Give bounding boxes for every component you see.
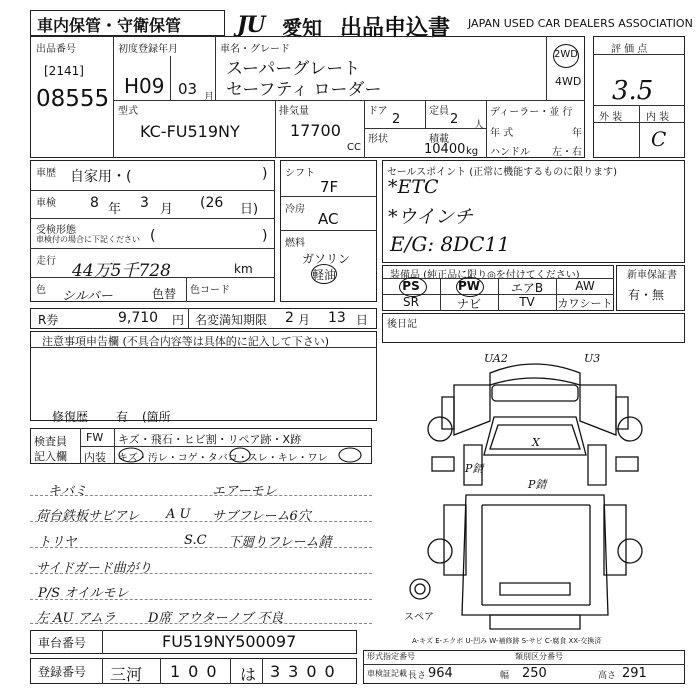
note-9: サイドガード曲がり	[36, 561, 152, 576]
inspection-month: 3	[140, 195, 149, 211]
fuel-diesel: 軽油	[312, 268, 337, 282]
note-2: エアーモレ	[212, 484, 277, 499]
displacement-value: 17700	[290, 121, 341, 140]
color-code-label: 色コード	[190, 285, 230, 296]
logo-mark: JU	[237, 12, 265, 38]
reg-number: 3300	[270, 662, 343, 681]
year-unit: 年	[572, 128, 582, 139]
inspection-day: (26	[200, 195, 224, 211]
fuel-label: 燃料	[285, 238, 305, 249]
year-label: 年 式	[490, 128, 514, 139]
corner-label: 車内保管・守衛保管	[37, 16, 182, 35]
tax-amount: 9,710	[118, 310, 159, 326]
equipment-label: 装備品 (純正品に限り◎を付けてください)	[390, 270, 580, 281]
interior-label: 内装	[84, 451, 106, 464]
sales-point-3: E/G: 8DC11	[390, 232, 510, 256]
color-label: 色	[36, 285, 46, 296]
category-number-label: 類別区分番号	[515, 652, 563, 661]
corner-label-box	[30, 10, 225, 36]
lot-sub: [2141]	[44, 64, 84, 78]
equip-sr: SR	[403, 295, 419, 309]
document-title: 出品申込書	[340, 16, 451, 41]
history-label: 車歴	[36, 168, 56, 179]
handle-options: 左・右	[552, 147, 582, 158]
note-7: S.C	[184, 533, 207, 548]
fw-label: FW	[86, 431, 104, 444]
header-logo	[237, 12, 265, 38]
guarantee-value: 有・無	[628, 288, 665, 302]
tax-label: R券	[38, 313, 59, 327]
repair-detail: (箇所	[142, 410, 171, 424]
door-value: 2	[392, 112, 401, 127]
note-8: 下廻りフレーム錆	[228, 535, 332, 550]
registration-label: 登録番号	[38, 665, 87, 679]
chassis-value: FU519NY500097	[162, 632, 297, 651]
after-note-box	[382, 313, 685, 343]
reg-era-year: H09	[124, 74, 165, 98]
notes-label: 注意事項申告欄 (不具合内容等は具体的に記入して下さい)	[42, 335, 330, 348]
sales-points-label: セールスポイント (正常に機能するものに限ります)	[387, 167, 618, 178]
load-value: 10400	[424, 142, 466, 157]
model-label: 型式	[118, 106, 138, 117]
ac-value: AC	[318, 210, 339, 228]
note-10: P/S オイルモレ	[38, 586, 129, 601]
model-value: KC-FU519NY	[140, 122, 240, 141]
interior-marks	[114, 446, 372, 464]
car-name-label: 車名・グレード	[220, 44, 290, 55]
ext-label: 外 装	[599, 112, 623, 123]
mileage-label: 走行	[36, 256, 56, 267]
vehicle-diagram	[382, 345, 685, 645]
diagram-mark-p-center: P錆	[528, 478, 547, 491]
car-name-line1: スーパーグレート	[226, 59, 361, 79]
inspection-day-unit: 日)	[240, 202, 259, 217]
seat-value: 2	[450, 112, 459, 127]
diagram-mark-x: X	[532, 436, 540, 449]
damage-legend: A-キズ E-エクボ U-凹み W-補修跡 S-サビ C-腐食 XX-交換済	[412, 637, 602, 645]
form-type-paren: (	[150, 228, 156, 244]
inspector-label-1: 検査員	[34, 435, 67, 448]
reg-place: 三河	[110, 665, 143, 684]
displacement-unit: CC	[347, 142, 361, 153]
form-label: 形状	[368, 134, 388, 145]
lot-label: 出品番号	[36, 44, 76, 55]
org-name: 愛知	[282, 16, 322, 40]
chassis-label: 車台番号	[38, 636, 87, 650]
note-4: A U	[166, 507, 191, 522]
inspection-year: 8	[90, 195, 99, 211]
inspection-month-unit: 月	[160, 202, 174, 217]
drive-4wd: 4WD	[555, 75, 582, 88]
size-label: 車検証記載	[367, 669, 407, 678]
equip-airbag: エアB	[510, 281, 544, 295]
length-value: 964	[428, 666, 453, 681]
note-3: 荷台鉄板サビアレ	[36, 509, 140, 524]
equip-tv: TV	[519, 295, 535, 309]
note-6: トリヤ	[38, 535, 77, 550]
expiry-month-unit: 月	[298, 313, 311, 327]
expiry-month: 2	[285, 310, 294, 326]
tax-unit: 円	[172, 313, 185, 327]
fw-options: キズ・飛石・ヒビ割・リペア跡・X跡	[118, 433, 302, 446]
reg-year-label: 初度登録年月	[118, 44, 178, 55]
reg-month-unit: 月	[204, 92, 214, 103]
expiry-day: 13	[328, 310, 346, 326]
form-type-label: 受検形態	[36, 225, 76, 236]
diagram-mark-ua2: UA2	[484, 352, 508, 365]
sales-point-1: *ETC	[388, 176, 439, 198]
repair-label: 修復歴	[52, 410, 89, 424]
displacement-label: 排気量	[279, 106, 309, 117]
equip-leather: カワシート	[557, 297, 613, 310]
width-value: 250	[522, 666, 547, 681]
equip-pw: PW	[457, 279, 481, 293]
equip-pw-circle	[456, 277, 484, 297]
width-label: 幅	[500, 671, 510, 681]
document-subtitle: JAPAN USED CAR DEALERS ASSOCIATION	[468, 17, 693, 30]
form-number-label: 形式指定番号	[367, 652, 415, 661]
length-label: 長さ	[408, 671, 427, 681]
note-11: 左 AU アムラ	[36, 611, 116, 626]
inspection-year-unit: 年	[108, 202, 122, 217]
reg-class: 100	[170, 662, 225, 681]
score-label: 評 価 点	[611, 44, 648, 55]
reg-month: 03	[178, 80, 198, 98]
equip-navi: ナビ	[456, 297, 481, 311]
mileage-value: 44万5千728	[72, 261, 171, 281]
car-name-line2: セーフティ ローダー	[226, 80, 382, 100]
sales-point-2: *ウインチ	[388, 206, 473, 228]
note-1: キバミ	[48, 484, 88, 499]
equip-ps: PS	[402, 279, 420, 293]
guarantee-label: 新車保証書	[627, 270, 677, 281]
repair-value: 有	[116, 410, 129, 424]
form-type-paren-close: )	[262, 228, 268, 244]
shift-value: 7F	[320, 178, 339, 196]
history-close: )	[262, 166, 268, 182]
expiry-day-unit: 日	[356, 313, 369, 327]
expiry-label: 名変満知期限	[195, 313, 268, 327]
ac-label: 冷房	[285, 204, 305, 215]
history-value: 自家用・(	[70, 169, 132, 185]
int-grade: C	[651, 127, 667, 151]
spare-label: スペア	[404, 612, 434, 623]
load-label: 積載	[429, 134, 449, 145]
handle-label: ハンドル	[490, 147, 530, 158]
equip-ps-circle	[399, 277, 427, 297]
diagram-mark-u3: U3	[584, 352, 601, 365]
inspector-label-2: 記入欄	[34, 450, 67, 463]
height-value: 291	[622, 666, 647, 681]
after-note-label: 後日記	[387, 319, 417, 330]
drive-2wd: 2WD	[554, 49, 578, 60]
load-unit: kg	[466, 146, 479, 157]
int-label: 内 装	[646, 112, 670, 123]
lot-number: 08555	[36, 86, 110, 112]
reg-kana: は	[240, 665, 257, 684]
seat-label: 定員	[429, 106, 449, 117]
form-type-sub: 車検付の場合に下記ください	[36, 235, 140, 244]
interior-options: キズ・汚レ・コゲ・タバコ・スレ・キレ・ワレ	[118, 453, 328, 464]
shift-label: シフト	[285, 168, 315, 179]
diagram-mark-p-left: P錆	[465, 462, 484, 475]
score-value: 3.5	[612, 76, 654, 106]
note-5: サブフレーム6穴	[212, 509, 311, 524]
height-label: 高さ	[598, 671, 617, 681]
door-label: ドア	[368, 106, 388, 117]
note-12: D席 アウターノブ 不良	[148, 611, 284, 626]
inspection-label: 車検	[36, 198, 56, 209]
dealer-label: ディーラー・並 行	[490, 107, 573, 118]
seat-unit: 人	[474, 120, 484, 131]
fuel-gasoline: ガソリン	[302, 252, 351, 266]
color-change-note: 色替	[152, 287, 177, 301]
mileage-unit: km	[234, 262, 253, 276]
color-value: シルバー	[62, 289, 113, 304]
equip-aw: AW	[575, 279, 595, 293]
